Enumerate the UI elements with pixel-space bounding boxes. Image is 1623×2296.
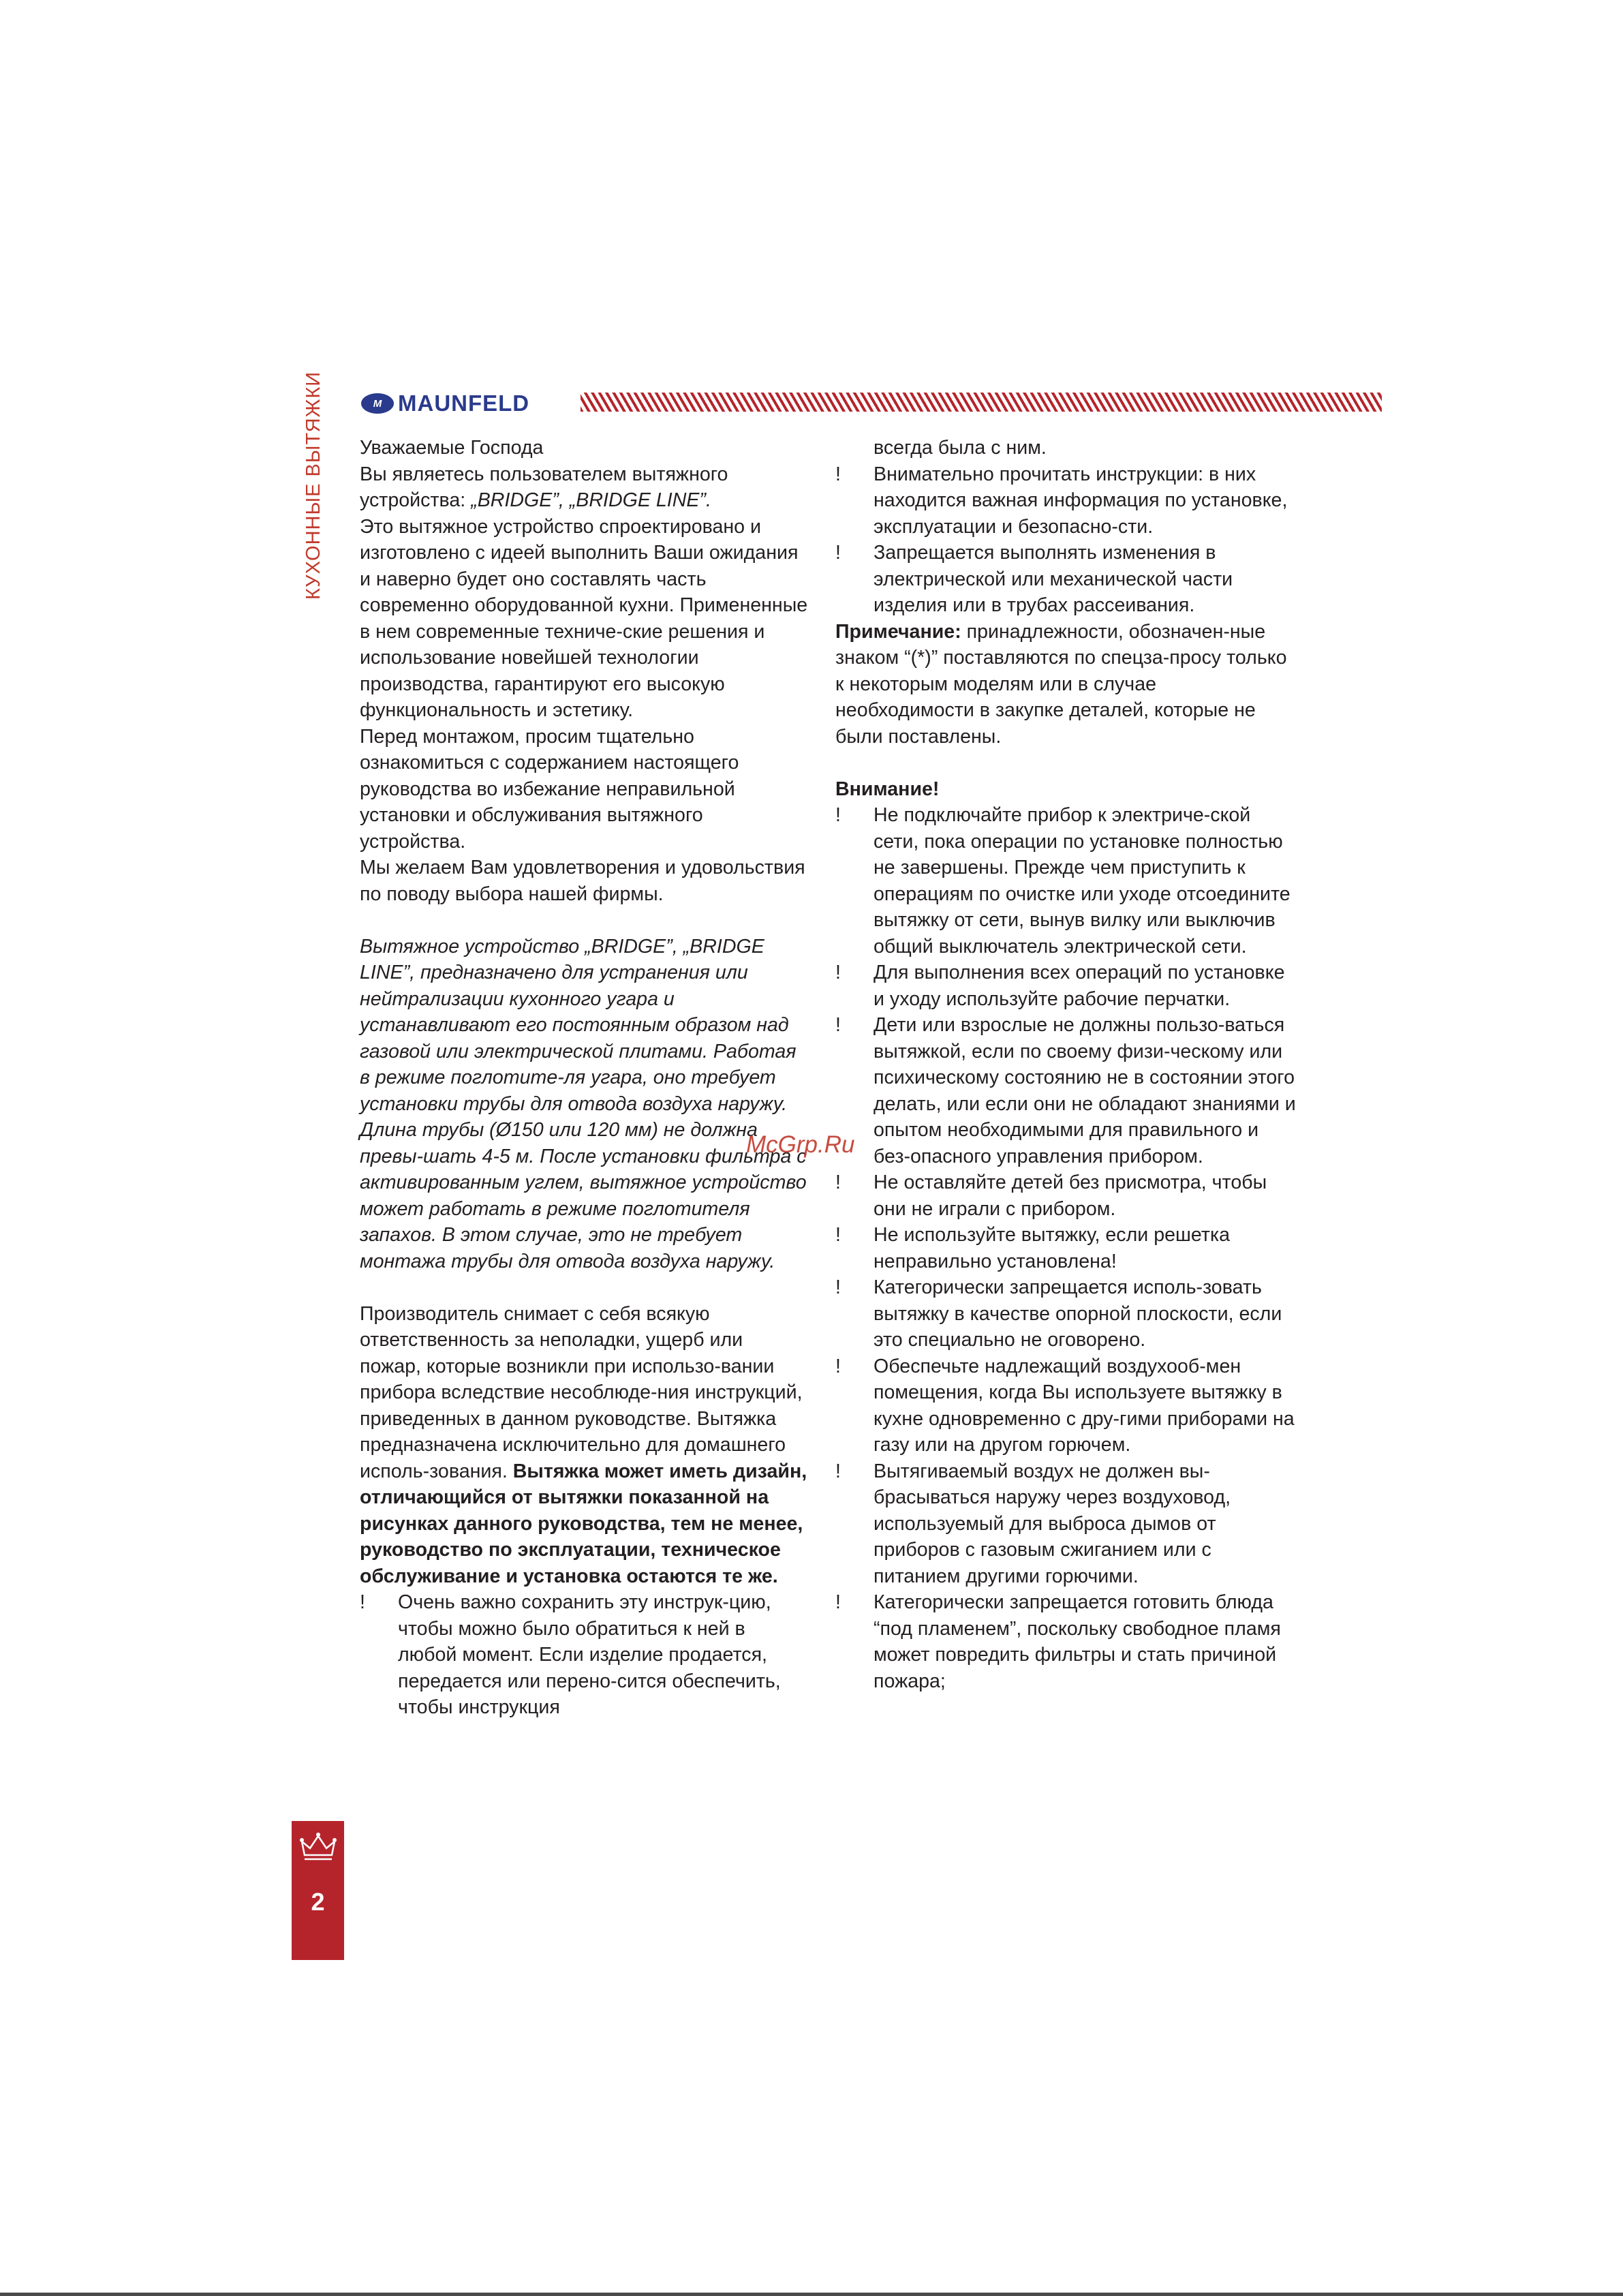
side-section-label-text: КУХОННЫЕ ВЫТЯЖКИ xyxy=(303,371,324,600)
exclamation-icon: ! xyxy=(835,1276,841,1298)
list-item xyxy=(835,461,1299,540)
list-item-text: Дети или взрослые не должны пользо-ваться вытяжкой, если по своему физи-ческому или психическому состоянию не в состоянии этого делать, или если они не обладают знаниями и опытом необходимыми для правильного и без-опасного управления прибором. xyxy=(874,1014,1296,1167)
page-number: 2 xyxy=(311,1888,325,1916)
note-text: принадлежности, обозначен-ные знаком “(*)” поставляются по спецза-просу только к некоторым моделям или в случае необходимости в закупке деталей, которые не были поставлены. xyxy=(835,620,1287,748)
list-item xyxy=(835,960,1299,1012)
list-item xyxy=(835,1222,1299,1274)
exclamation-icon: ! xyxy=(835,463,841,485)
list-item xyxy=(835,1353,1299,1458)
list-item xyxy=(360,1589,809,1721)
list-item-text: Не оставляйте детей без присмотра, чтобы они не играли с прибором. xyxy=(874,1172,1267,1220)
installation-advice: Перед монтажом, просим тщательно ознакомиться с содержанием настоящего руководства во избежание неправильной установки и обслуживания вытяжного устройства. xyxy=(360,725,739,853)
purpose-paragraph: Вытяжное устройство „BRIDGE”, „BRIDGE LINE”, предназначено для устранения или нейтрализации кухонного угара и устанавливают его постоянным образом над газовой или электрической плитами. Работая в режиме поглотите-ля угара, оно требует установки трубы для отвода воздуха наружу. Длина трубы (Ø150 или 120 мм) не должна превы-шать 4-5 м. После установки фильтра с активированным углем, вытяжное устройство может работать в режиме поглотителя запахов. В этом случае, это не требует монтажа трубы для отвода воздуха наружу. xyxy=(360,935,807,1272)
list-item xyxy=(835,1012,1299,1169)
liability-paragraph xyxy=(360,1301,809,1590)
list-item-text: Не подключайте прибор к электриче-ской сети, пока операции по установке полностью не завершены. Прежде чем приступить к операциям по очистке или уходе отсоедините вытяжку от сети, вынув вилку или выключив общий выключатель электрической сети. xyxy=(874,804,1290,958)
spacer xyxy=(360,907,809,934)
exclamation-icon: ! xyxy=(835,804,841,826)
exclamation-icon: ! xyxy=(835,542,841,564)
list-item xyxy=(835,1458,1299,1590)
intro-text: Вы являетесь пользователем вытяжного устройства: xyxy=(360,463,728,511)
design-note: Вытяжка может иметь дизайн, отличающийся от вытяжки показанной на рисунках данного руководства, тем не менее, руководство по эксплуатации, техническое обслуживание и установка остаются те же. xyxy=(360,1460,807,1587)
exclamation-icon: ! xyxy=(835,1014,841,1036)
exclamation-icon: ! xyxy=(360,1591,365,1613)
wishes-paragraph: Мы желаем Вам удовлетворения и удовольствия по поводу выбора нашей фирмы. xyxy=(360,857,805,905)
list-item xyxy=(835,540,1299,619)
list-item-text: Не используйте вытяжку, если решетка неправильно установлена! xyxy=(874,1224,1231,1272)
list-item-text: Для выполнения всех операций по установке и уходу используйте рабочие перчатки. xyxy=(874,962,1285,1010)
page-number-tab xyxy=(292,1821,344,1960)
crown-icon xyxy=(298,1828,339,1869)
exclamation-icon: ! xyxy=(835,1224,841,1246)
list-item xyxy=(835,1169,1299,1222)
watermark: McGrp.Ru xyxy=(746,1131,855,1158)
continuation-text: всегда была с ним. xyxy=(874,437,1047,459)
right-column xyxy=(835,435,1299,1694)
exclamation-icon: ! xyxy=(835,962,841,983)
list-item-text: Обеспечьте надлежащий воздухооб-мен помещения, когда Вы используете вытяжку в кухне одновременно с дру-гими приборами на газу или на другом горючем. xyxy=(874,1355,1295,1456)
header-hatched-bar xyxy=(581,393,1382,412)
list-item-text: Очень важно сохранить эту инструк-цию, чтобы можно было обратиться к ней в любой момент. Если изделие продается, передается или перено-сится обеспечить, чтобы инструкция xyxy=(398,1591,781,1718)
liability-text: Производитель снимает с себя всякую ответственность за неполадки, ущерб или пожар, которые возникли при использо-вании прибора вследствие несоблюде-ния инструкций, приведенных в данном руководстве. Вытяжка предназначена исключительно для домашнего исполь-зования. xyxy=(360,1302,803,1482)
list-item-text: Вытягиваемый воздух не должен вы-брасываться наружу через воздуховод, используемый для выброса дымов от приборов с газовым сжиганием или с питанием другими горючими. xyxy=(874,1460,1231,1587)
list-item-text: Запрещается выполнять изменения в электрической или механической части изделия или в трубах рассеивания. xyxy=(874,542,1233,616)
brand-logo-icon: M xyxy=(361,393,394,414)
left-column xyxy=(360,435,809,1721)
bottom-border xyxy=(0,2293,1623,2296)
note-paragraph xyxy=(835,619,1299,750)
list-item-text: Внимательно прочитать инструкции: в них находится важная информация по установке, эксплуатации и безопасно-сти. xyxy=(874,463,1288,538)
model-names: „BRIDGE”, „BRIDGE LINE”. xyxy=(471,489,711,511)
greeting: Уважаемые Господа xyxy=(360,437,544,459)
exclamation-icon: ! xyxy=(835,1355,841,1377)
list-item-text: Категорически запрещается готовить блюда “под пламенем”, поскольку свободное пламя может повредить фильтры и стать причиной пожара; xyxy=(874,1591,1281,1692)
intro-paragraph xyxy=(360,461,809,514)
exclamation-icon: ! xyxy=(835,1591,841,1613)
attention-heading: Внимание! xyxy=(835,778,940,800)
list-item xyxy=(835,1274,1299,1353)
exclamation-icon: ! xyxy=(835,1172,841,1193)
spacer xyxy=(835,750,1299,776)
exclamation-icon: ! xyxy=(835,1460,841,1482)
list-item xyxy=(835,802,1299,960)
description-paragraph: Это вытяжное устройство спроектировано и изготовлено с идеей выполнить Ваши ожидания и наверно будет оно составлять часть современно оборудованной кухни. Примененные в нем современные техниче-ские решения и использование новейшей технологии производства, гарантируют его высокую функциональность и эстетику. xyxy=(360,515,808,721)
brand-logo xyxy=(361,388,529,418)
brand-name: MAUNFELD xyxy=(398,391,530,416)
note-label: Примечание: xyxy=(835,620,961,643)
list-item-text: Категорически запрещается исполь-зовать вытяжку в качестве опорной плоскости, если это специально не оговорено. xyxy=(874,1276,1282,1351)
list-item xyxy=(835,1589,1299,1694)
spacer xyxy=(360,1274,809,1301)
